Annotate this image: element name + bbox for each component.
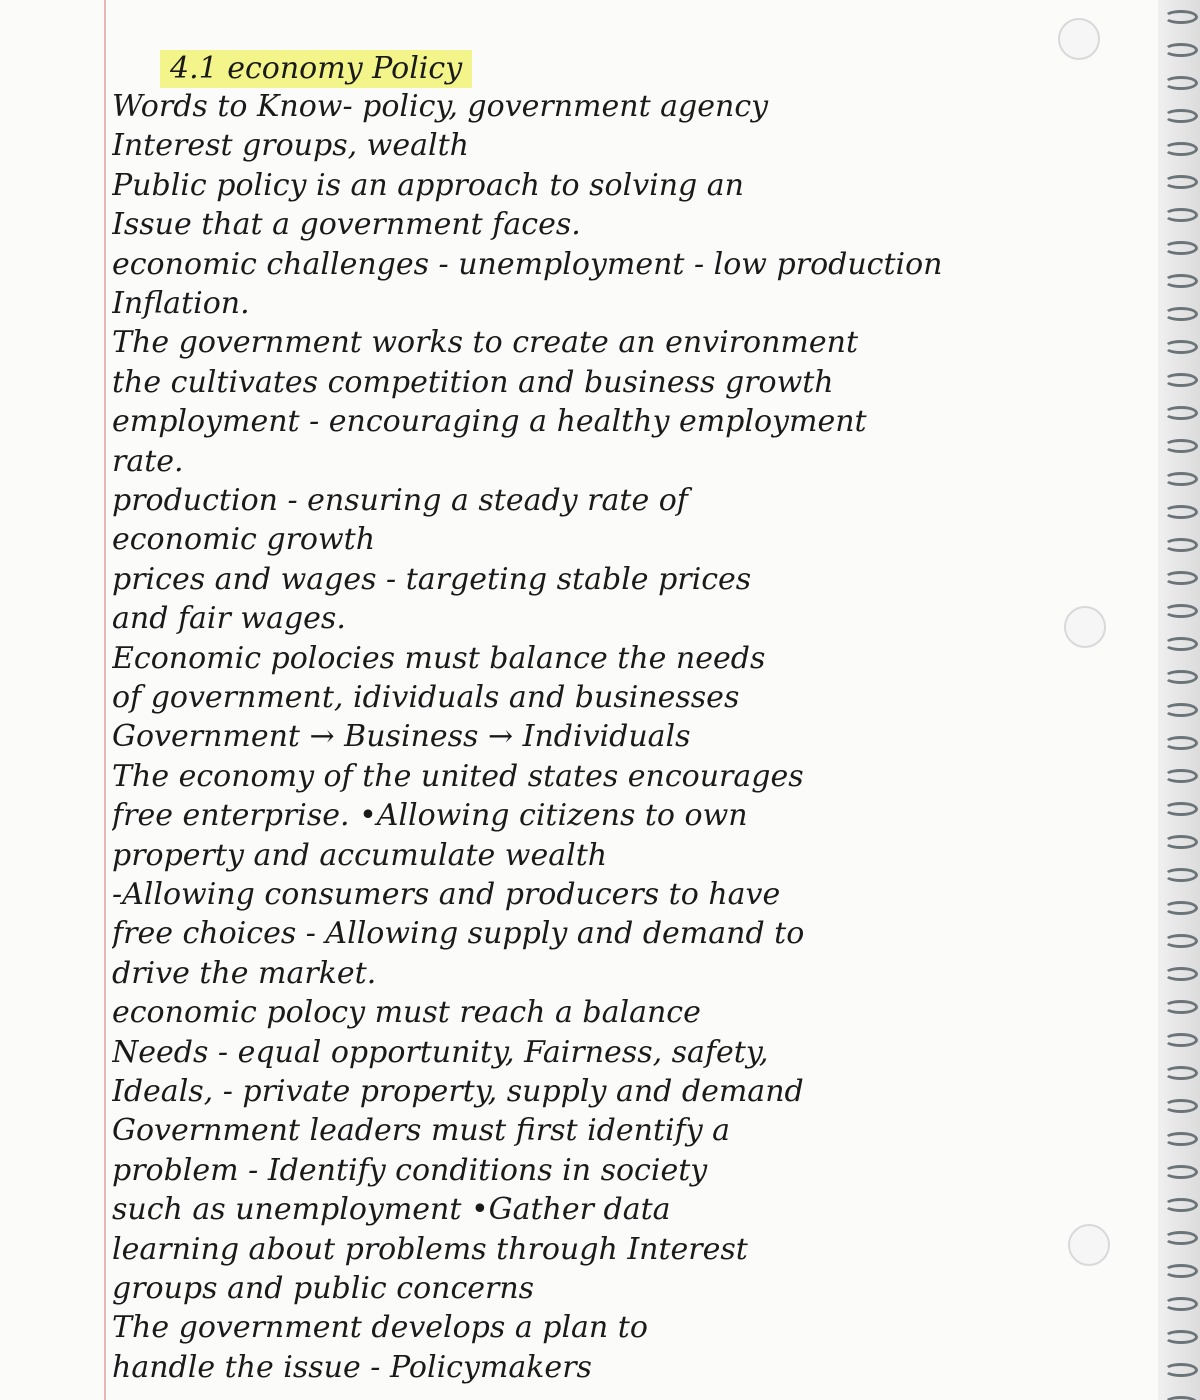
spiral-ring — [1164, 472, 1198, 486]
spiral-ring — [1164, 901, 1198, 915]
spiral-ring — [1164, 1066, 1198, 1080]
note-line: Interest groups, wealth — [112, 128, 469, 164]
spiral-ring — [1164, 868, 1198, 882]
note-line: Issue that a government faces. — [112, 207, 581, 243]
spiral-ring — [1164, 1132, 1198, 1146]
note-line: production - ensuring a steady rate of — [112, 483, 688, 518]
note-line: such as unemployment •Gather data — [112, 1192, 671, 1228]
spiral-ring — [1164, 637, 1198, 651]
spiral-ring — [1164, 703, 1198, 717]
spiral-ring — [1164, 43, 1198, 57]
spiral-ring — [1164, 1165, 1198, 1179]
spiral-ring — [1164, 769, 1198, 783]
spiral-ring — [1164, 802, 1198, 816]
spiral-ring — [1164, 175, 1198, 189]
spiral-ring — [1164, 76, 1198, 90]
spiral-ring — [1164, 1231, 1198, 1245]
note-line: The economy of the united states encourages — [112, 758, 804, 794]
page-title: 4.1 economy Policy — [160, 50, 472, 88]
note-line: employment - encouraging a healthy employment — [112, 404, 867, 440]
spiral-ring — [1164, 142, 1198, 156]
spiral-ring — [1164, 406, 1198, 420]
note-line: Inflation. — [112, 286, 250, 321]
spiral-ring — [1164, 571, 1198, 585]
spiral-ring — [1164, 10, 1198, 24]
note-line: Needs - equal opportunity, Fairness, safety, — [112, 1034, 769, 1070]
note-line: Words to Know- policy, government agency — [112, 89, 769, 124]
note-line: Government leaders must first identify a — [112, 1113, 731, 1149]
note-line: economic growth — [112, 522, 376, 558]
spiral-ring — [1164, 208, 1198, 222]
note-line: rate. — [112, 443, 184, 479]
spiral-ring — [1164, 967, 1198, 981]
note-line: Ideals, - private property, supply and demand — [112, 1074, 804, 1109]
punch-hole-top — [1058, 18, 1100, 60]
note-line: and fair wages. — [112, 601, 346, 637]
spiral-ring — [1164, 934, 1198, 948]
spiral-ring — [1164, 835, 1198, 849]
spiral-ring — [1164, 1099, 1198, 1113]
spiral-ring — [1164, 241, 1198, 255]
note-line: drive the market. — [112, 955, 377, 991]
spiral-ring — [1164, 736, 1198, 750]
spiral-ring — [1164, 505, 1198, 519]
note-line: learning about problems through Interest — [112, 1231, 748, 1267]
spiral-ring — [1164, 1297, 1198, 1311]
note-line: problem - Identify conditions in society — [112, 1152, 708, 1188]
spiral-ring — [1164, 373, 1198, 387]
note-line: the cultivates competition and business growth — [112, 364, 834, 400]
note-line: of government, idividuals and businesses — [112, 680, 740, 715]
spiral-binding — [1158, 0, 1200, 1400]
spiral-ring — [1164, 1033, 1198, 1047]
note-line: groups and public concerns — [112, 1271, 535, 1306]
note-line: property and accumulate wealth — [112, 837, 608, 873]
spiral-ring — [1164, 604, 1198, 618]
spiral-ring — [1164, 670, 1198, 684]
spiral-ring — [1164, 1396, 1198, 1400]
spiral-ring — [1164, 538, 1198, 552]
note-line: economic challenges - unemployment - low production — [112, 246, 943, 282]
note-line: prices and wages - targeting stable prices — [112, 561, 752, 597]
note-line: free enterprise. •Allowing citizens to own — [112, 798, 748, 834]
note-line: Government → Business → Individuals — [112, 719, 691, 755]
spiral-ring — [1164, 340, 1198, 354]
spiral-ring — [1164, 109, 1198, 123]
margin-line — [104, 0, 106, 1400]
note-line: The government works to create an environment — [112, 325, 859, 361]
spiral-ring — [1164, 1000, 1198, 1014]
spiral-ring — [1164, 1330, 1198, 1344]
note-line: Public policy is an approach to solving an — [112, 167, 745, 203]
note-line: Economic polocies must balance the needs — [112, 640, 766, 676]
spiral-ring — [1164, 1363, 1198, 1377]
spiral-ring — [1164, 274, 1198, 288]
spiral-ring — [1164, 1198, 1198, 1212]
note-line: economic polocy must reach a balance — [112, 995, 701, 1031]
note-line: free choices - Allowing supply and demand to — [112, 916, 805, 952]
note-line: -Allowing consumers and producers to have — [112, 877, 781, 912]
note-line: handle the issue - Policymakers — [112, 1349, 592, 1385]
note-line: The government develops a plan to — [112, 1310, 648, 1346]
spiral-ring — [1164, 1264, 1198, 1278]
spiral-ring — [1164, 439, 1198, 453]
spiral-ring — [1164, 307, 1198, 321]
